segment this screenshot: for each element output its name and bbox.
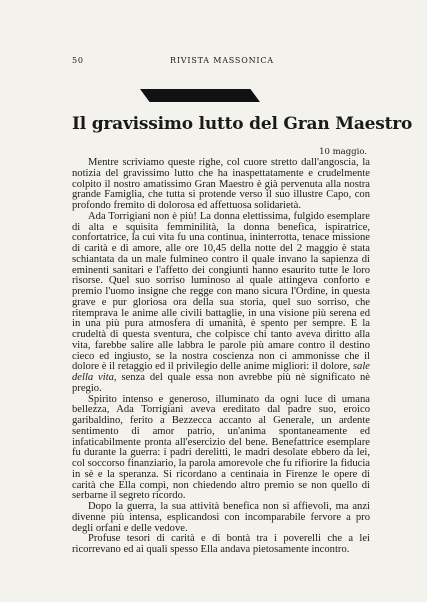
paragraph-2: Ada Torrigiani non è più! La donna elettissima, fulgido esemplare di alta e squisita femminilità, la donna benefica, ispiratrice, confortatrice, la cui vita fu una continua, ininterrotta, tenace missione di carità e di amore, alle ore 10,45 della notte del 2 maggio è stata schiantata da un male fulmineo contro il quale invano la sapienza di eminenti sanitari e l'affetto dei congiunti hanno esaurito tutte le loro risorse. Quel suo sorriso luminoso al quale attingeva conforto e premio l'uomo insigne che regge con mano sicura l'Ordine, in questa grave e pur gloriosa ora della sua storia, quel suo sorriso, che ritemprava le anime alle civili battaglie, in una visione più serena ed in una più pura atmosfera di umanità, è spento per sempre. E la crudeltà di questa sventura, che colpisce chi tanto aveva diritto alla vita, farebbe salire alle labbra le parole più amare contro il destino cieco ed ingiusto, se la nostra coscienza non ci ammonisse che il dolore è il retaggio ed il privilegio delle anime migliori: il dolore, sale della vita, senza del quale essa non avrebbe più nè significato nè pregio. (72, 210, 370, 394)
paragraph-5: Profuse tesori di carità e di bontà tra i poverelli che a lei ricorrevano ed ai quali spesso Ella andava pietosamente incontro. (72, 533, 370, 555)
paragraph-1: Mentre scriviamo queste righe, col cuore stretto dall'angoscia, la notizia del gravissimo lutto che ha inaspettatamente e crudelmente colpito il nostro amatissimo Gran Maestro è già pervenuta alla nostra grande Famiglia, che tutta si protende verso il suo illustre Capo, con profondo fremito di dolorosa ed affettuosa solidarietà. (72, 157, 370, 211)
article-title: Il gravissimo lutto del Gran Maestro (72, 114, 413, 134)
page-number: 50 (72, 56, 84, 65)
journal-name: RIVISTA MASSONICA (170, 56, 274, 65)
italic-phrase: sale della vita, (72, 361, 370, 383)
mourning-band (140, 89, 260, 102)
article-body (72, 158, 370, 556)
paragraph-3: Spirito intenso e generoso, illuminato da ogni luce di umana bellezza, Ada Torrigiani aveva ereditato dal padre suo, eroico garibaldino, ferito a Bezzecca accanto al Generale, un ardente sentimento di amor patrio, un'anima spontaneamente ed infaticabilmente pronta all'esercizio del bene. Benefattrice esemplare fu durante la guerra: i padri derelitti, le madri desolate ebbero da lei, col soccorso finanziario, la parola amorevole che fu rifiorire la fiducia in sè e la speranza. Si ricordano a centinaia in Firenze le opere di carità che Ella compì, non chiedendo altro premio se non quello di serbarne il segreto ricordo. (72, 393, 370, 502)
paragraph-4: Dopo la guerra, la sua attività benefica non si affievolì, ma anzi divenne più intensa, esplicandosi con incomparabile fervore a pro degli orfani e delle vedove. (72, 501, 370, 534)
article-date: 10 maggio. (319, 147, 367, 157)
